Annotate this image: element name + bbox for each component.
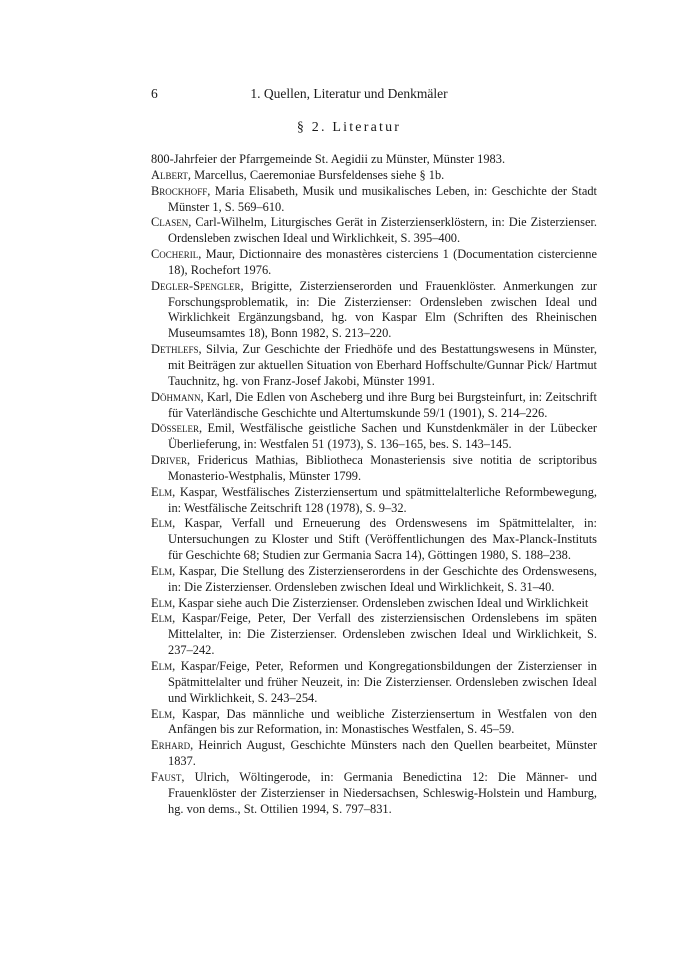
bibliography-entry [151, 659, 597, 707]
entry-author: Elm [151, 484, 173, 499]
bibliography-entry [151, 421, 597, 453]
bibliography-entry [151, 738, 597, 770]
entry-author: Degler-Spengler [151, 278, 241, 293]
entry-text: , Ulrich, Wöltingerode, in: Germania Benedictina 12: Die Männer- und Frauenklöster der Zisterzienser in Niedersachsen, Schleswig-Holstein und Hamburg, hg. von dems., St. Ottilien 1994, S. 797–831. [168, 769, 597, 816]
entry-text: , Kaspar, Verfall und Erneuerung des Ordenswesens im Spätmittelalter, in: Untersuchungen zu Kloster und Stift (Veröffentlichungen des Max-Planck-Instituts für Geschichte 68; Studien zur Germania Sacra 14), Göttingen 1980, S. 188–238. [168, 516, 597, 563]
entry-author: Elm [151, 516, 173, 531]
entry-author: Driver [151, 453, 187, 468]
entry-author: Cocheril [151, 247, 199, 262]
entry-text: , Fridericus Mathias, Bibliotheca Monasteriensis sive notitia de scriptoribus Monasterio-Westphalis, Münster 1799. [168, 453, 597, 483]
entry-text: , Kaspar siehe auch Die Zisterzienser. Ordensleben zwischen Ideal und Wirklichkeit [172, 595, 589, 610]
entry-text: , Kaspar/Feige, Peter, Der Verfall des zisterziensischen Ordenslebens im späten Mittelalter, in: Die Zisterzienser. Ordensleben zwischen Ideal und Wirklichkeit, S. 237–242. [168, 611, 597, 658]
bibliography-entry [151, 168, 597, 184]
bibliography-entry [151, 152, 597, 168]
entry-text: , Brigitte, Zisterzienserorden und Frauenklöster. Anmerkungen zur Forschungsproblematik, in: Die Zisterzienser: Ordensleben zwischen Ideal und Wirklichkeit Ergänzungsband, hg. von Kaspar Elm (Schriften des Rheinischen Museumsamtes 18), Bonn 1982, S. 213–220. [168, 278, 597, 341]
bibliography-entry [151, 215, 597, 247]
bibliography-entry [151, 247, 597, 279]
entry-author: Brockhoff [151, 183, 208, 198]
entry-text: , Carl-Wilhelm, Liturgisches Gerät in Zisterzienserklöstern, in: Die Zisterzienser. Ordensleben zwischen Ideal und Wirklichkeit, S. 395–400. [168, 215, 597, 246]
entry-text: , Kaspar, Westfälisches Zisterziensertum und spätmittelalterliche Reformbewegung, in: Westfälische Zeitschrift 128 (1978), S. 9–32. [168, 484, 597, 515]
bibliography-entry [151, 770, 597, 818]
bibliography-entry [151, 453, 597, 485]
entry-text: , Maur, Dictionnaire des monastères cisterciens 1 (Documentation cistercienne 18), Rochefort 1976. [168, 247, 597, 277]
entry-author: Elm [151, 659, 173, 673]
bibliography-entry [151, 485, 597, 517]
bibliography-entry [151, 279, 597, 342]
bibliography-list [151, 152, 597, 817]
entry-text: , Heinrich August, Geschichte Münsters nach den Quellen bearbeitet, Münster 1837. [168, 738, 597, 769]
entry-author: Elm [151, 563, 173, 578]
entry-text: , Karl, Die Edlen von Ascheberg und ihre Burg bei Burgsteinfurt, in: Zeitschrift für Vaterländische Geschichte und Altertumskunde 59/1 (1901), S. 214–226. [168, 389, 597, 420]
entry-author: Clasen [151, 215, 189, 230]
bibliography-entry [151, 707, 597, 739]
bibliography-entry [151, 611, 597, 659]
entry-text: , Maria Elisabeth, Musik und musikalisches Leben, in: Geschichte der Stadt Münster 1, S. 569–610. [168, 183, 597, 214]
entry-text: , Kaspar/Feige, Peter, Reformen und Kongregationsbildungen der Zisterzienser in Spätmittelalter und früher Neuzeit, in: Die Zisterzienser. Ordensleben zwischen Ideal und Wirklichkeit, S. 243–254. [168, 659, 597, 705]
entry-author: Elm [151, 595, 173, 610]
entry-text: 800-Jahrfeier der Pfarrgemeinde St. Aegidii zu Münster, Münster 1983. [151, 152, 506, 166]
entry-text: , Emil, Westfälische geistliche Sachen und Kunstdenkmäler in der Lübecker Überlieferung, in: Westfalen 51 (1973), S. 136–165, bes. S. 143–145. [168, 421, 597, 452]
entry-author: Dösseler [151, 421, 199, 436]
bibliography-entry [151, 390, 597, 422]
entry-author: Faust [151, 769, 182, 784]
section-title: § 2. Literatur [296, 120, 402, 135]
entry-author: Elm [151, 706, 173, 721]
running-head: 1. Quellen, Literatur und Denkmäler [250, 86, 448, 101]
bibliography-entry [151, 516, 597, 564]
entry-author: Elm [151, 611, 173, 626]
entry-author: Döhmann [151, 389, 201, 404]
entry-text: , Kaspar, Die Stellung des Zisterzienserordens in der Geschichte des Ordenswesens, in: Die Zisterzienser. Ordensleben zwischen Ideal und Wirklichkeit, S. 31–40. [168, 563, 597, 594]
entry-text: , Marcellus, Caeremoniae Bursfeldenses siehe § 1b. [187, 167, 445, 182]
bibliography-entry [151, 184, 597, 216]
bibliography-entry [151, 564, 597, 596]
entry-text: , Kaspar, Das männliche und weibliche Zisterziensertum in Westfalen von den Anfängen bis zur Reformation, in: Monastisches Westfalen, S. 45–59. [168, 706, 597, 737]
bibliography-entry [151, 342, 597, 390]
entry-text: , Silvia, Zur Geschichte der Friedhöfe und des Bestattungswesens in Münster, mit Beiträgen zur aktuellen Situation von Eberhard Hoffschulte/Gunnar Pick/ Hartmut Tauchnitz, hg. von Franz-Josef Jakobi, Münster 1991. [168, 342, 597, 388]
bibliography-entry [151, 596, 597, 612]
entry-author: Albert [151, 167, 188, 182]
entry-author: Erhard [151, 738, 191, 753]
entry-author: Dethlefs [151, 342, 199, 357]
page-number: 6 [151, 86, 158, 101]
